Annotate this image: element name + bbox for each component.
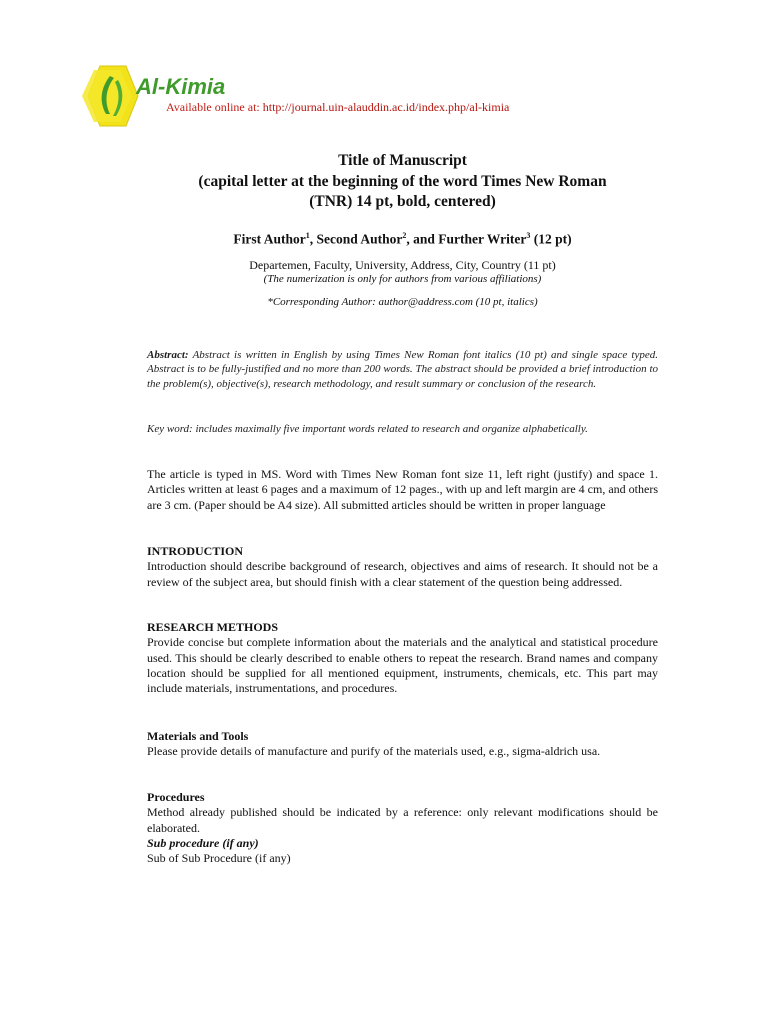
materials-text: Please provide details of manufacture and purify of the materials used, e.g., sigma-aldrich usa.	[147, 744, 601, 759]
author-list	[147, 231, 658, 248]
further-writer-sup: 3	[526, 231, 531, 240]
second-author-sup: 2	[402, 231, 407, 240]
affiliation-note: (The numerization is only for authors from various affiliations)	[263, 273, 542, 285]
section-materials	[147, 729, 658, 760]
affiliation	[147, 258, 658, 286]
section-procedures	[147, 790, 658, 866]
svg-text:Al-Kimia: Al-Kimia	[136, 74, 226, 99]
author-size-note: (12 pt)	[530, 231, 572, 247]
journal-online-line	[166, 100, 509, 115]
abstract-label: Abstract:	[147, 349, 189, 361]
manuscript-title	[147, 151, 658, 213]
second-author: , Second Author	[309, 231, 403, 247]
title-line-3: (TNR) 14 pt, bold, centered)	[309, 193, 496, 210]
title-line-2: (capital letter at the beginning of the word Times New Roman	[198, 172, 607, 190]
first-author-sup: 1	[305, 231, 310, 240]
introduction-heading: INTRODUCTION	[147, 544, 244, 558]
sub-procedure-text: Sub of Sub Procedure (if any)	[147, 851, 291, 866]
abstract-text: Abstract is written in English by using Times New Roman font italics (10 pt) and single space typed. Abstract is to be fully-justified and no more than 200 words. The abstract should be provided a brief introduction to the problem(s), objective(s), research methodology, and result summary or conclusion of the research.	[147, 349, 658, 390]
sub-procedure-heading: Sub procedure (if any)	[147, 835, 259, 850]
section-introduction	[147, 544, 658, 590]
methods-text: Provide concise but complete information about the materials and the analytical and statistical procedure used. This should be clearly described to enable others to repeat the research. Brand names and company location should be supplied for all mentioned equipment, instruments, chemicals, etc. This part may include materials, instrumentations, and procedures.	[147, 635, 658, 696]
procedures-text: Method already published should be indicated by a reference: only relevant modifications should be elaborated.	[147, 805, 658, 835]
online-prefix: Available online at:	[166, 100, 260, 114]
corresponding-author: *Corresponding Author: author@address.com (10 pt, italics)	[267, 296, 538, 308]
journal-url-link[interactable]: http://journal.uin-alauddin.ac.id/index.php/al-kimia	[262, 100, 510, 114]
methods-heading: RESEARCH METHODS	[147, 620, 279, 634]
further-writer: , and Further Writer	[406, 231, 527, 247]
affiliation-line: Departemen, Faculty, University, Address, City, Country (11 pt)	[249, 258, 556, 272]
materials-heading: Materials and Tools	[147, 729, 249, 743]
first-author: First Author	[233, 231, 306, 247]
introduction-text: Introduction should describe background of research, objectives and aims of research. It should not be a review of the subject area, but should finish with a clear statement of the question being addressed.	[147, 559, 658, 589]
section-research-methods	[147, 620, 658, 696]
procedures-heading: Procedures	[147, 790, 205, 804]
abstract	[147, 348, 658, 391]
keywords: Key word: includes maximally five important words related to research and organize alphabetically.	[147, 423, 588, 435]
title-line-1: Title of Manuscript	[338, 152, 467, 169]
body-intro-paragraph: The article is typed in MS. Word with Times New Roman font size 11, left right (justify) and space 1. Articles written at least 6 pages and a maximum of 12 pages., with up and left margin are 4 cm, and others are 3 cm. (Paper should be A4 size). All submitted articles should be written in proper language	[147, 467, 658, 512]
al-kimia-logo	[80, 64, 240, 128]
